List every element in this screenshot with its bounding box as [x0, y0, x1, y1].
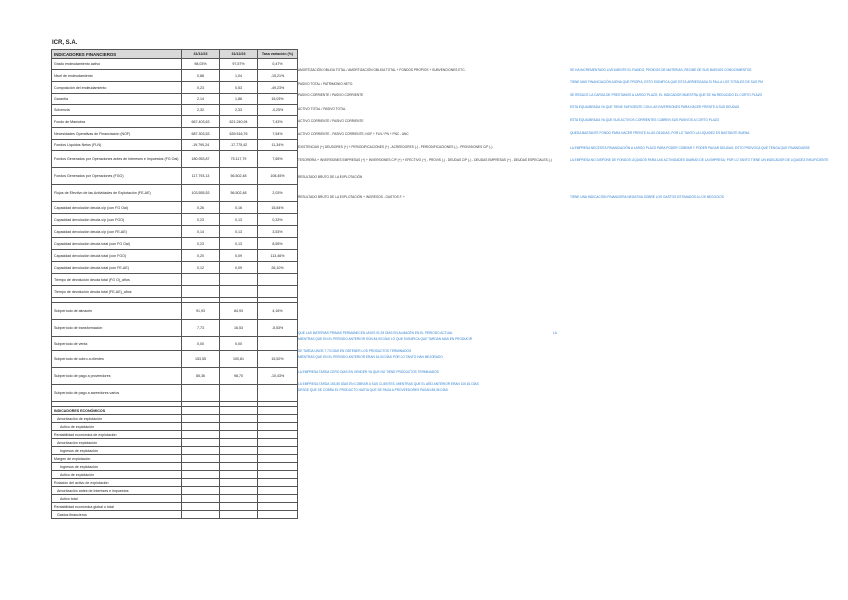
- row-label: Fondos Generados por Operaciones (FGO): [52, 168, 182, 185]
- row-value: 0,20: [182, 250, 220, 262]
- table-row: [52, 455, 298, 463]
- row-value: [182, 274, 220, 286]
- row-value: 0,00: [220, 337, 258, 351]
- row-label: Solvencia: [52, 105, 182, 116]
- row-value: [220, 439, 258, 447]
- row-value: [258, 431, 298, 439]
- table-row: [52, 238, 298, 250]
- table-row: [52, 463, 298, 471]
- row-value: 621.240,94: [220, 116, 258, 128]
- row-value: -17.775,42: [220, 140, 258, 151]
- table-row: [52, 337, 298, 351]
- row-value: 98,70: [220, 368, 258, 385]
- row-value: [182, 511, 220, 519]
- table-row: [52, 286, 298, 298]
- row-value: -15,21%: [258, 70, 298, 82]
- row-value: 56.502,48: [220, 185, 258, 202]
- row-label: Tiempo de devolución deuda total (FE-AE)_años: [52, 286, 182, 298]
- row-value: 16,53: [220, 320, 258, 337]
- period-comment: DESDE QUE SE COBRA EL PRODUCTO HASTA QUE SE PAGA A PROVEEDORES PASAN 85,36 DÍAS: [298, 388, 448, 392]
- row-value: [258, 471, 298, 479]
- row-value: [182, 495, 220, 503]
- period-comment: MIENTRAS QUE EN EL PERIODO ANTERIOR SON 84,93 DÍAS LO QUE SIGNIFICA QUE TARDAN MAS EN PRODUCIR: [298, 337, 473, 341]
- table-row: [52, 471, 298, 479]
- row-value: [220, 471, 258, 479]
- row-label: Grado endeudamiento activo: [52, 59, 182, 70]
- row-value: [220, 511, 258, 519]
- row-value: -5,53%: [258, 320, 298, 337]
- analysis-comment: TIENE MAS FINANCIACIÓN AJENA QUE PROPIA, ESTO SIGNIFICA QUE ESTÁ ARRIESGADA SI FALLA LOS TOTALES DE SUS PM: [570, 80, 763, 84]
- row-value: [220, 495, 258, 503]
- table-row: [52, 140, 298, 151]
- table-row: [52, 447, 298, 455]
- table-row: [52, 151, 298, 168]
- row-label: Capacidad devolución deuda total (con FGO): [52, 250, 182, 262]
- row-value: [220, 423, 258, 431]
- row-label: Necesidades Operativas de Financiación (NOF): [52, 128, 182, 140]
- row-label: Capacidad devolución deuda c/p (con FE-AE): [52, 226, 182, 238]
- formula-note: PASIVO CORRIENTE / PASIVO CORRIENTE: [298, 93, 364, 97]
- row-label: Rotación del activo de explotación: [52, 479, 182, 487]
- row-label: Subperíodo de transformación: [52, 320, 182, 337]
- table-row: [52, 320, 298, 337]
- row-label: Activo de explotación: [52, 423, 182, 431]
- row-value: 0,13: [220, 214, 258, 226]
- period-comment: QUE LAS MATERIAS PRIMAS PERMANECEN UNOS 91,93 DÍAS EN ALMACÉN EN EL PERIODO ACTUAL: [298, 331, 453, 335]
- row-value: 1,04: [220, 70, 258, 82]
- row-label: Amortización antes de intereses e impuestos: [52, 487, 182, 495]
- table-row: [52, 439, 298, 447]
- row-label: Subperíodo de venta: [52, 337, 182, 351]
- row-value: -49,23%: [258, 82, 298, 94]
- table-row: [52, 511, 298, 519]
- table-row: [52, 495, 298, 503]
- table-row: [52, 274, 298, 286]
- row-label: Activo de explotación: [52, 471, 182, 479]
- row-value: [220, 479, 258, 487]
- row-value: 0,88: [182, 70, 220, 82]
- row-value: 0,00: [182, 337, 220, 351]
- row-value: 7,73: [182, 320, 220, 337]
- table-row: [52, 168, 298, 185]
- table-row: [52, 82, 298, 94]
- row-value: 91,93: [182, 303, 220, 320]
- table-row: [52, 368, 298, 385]
- row-value: 84,93: [220, 303, 258, 320]
- row-label: Ingresos de explotación: [52, 447, 182, 455]
- row-value: [220, 487, 258, 495]
- row-value: [258, 274, 298, 286]
- row-value: 11,34%: [258, 140, 298, 151]
- row-value: [182, 385, 220, 402]
- row-value: 98,03%: [182, 59, 220, 70]
- row-value: [220, 463, 258, 471]
- row-value: 117.793,13: [182, 168, 220, 185]
- formula-note: EXISTENCIAS (+) DEUDORES (+) + PERIODIFICACIONES (+) - ACREEDORES (-) - PERIODIFICACIONES (-) - PROVISIONES C/P (-): [298, 145, 493, 149]
- row-value: 0,53: [220, 82, 258, 94]
- row-value: 15,03%: [258, 94, 298, 105]
- table-body: [52, 59, 298, 519]
- row-label: Rentabilidad económica global o total: [52, 503, 182, 511]
- row-value: 0,13: [220, 238, 258, 250]
- row-value: 0,12: [182, 262, 220, 274]
- row-value: 2,32: [182, 105, 220, 116]
- row-value: 0,16: [220, 202, 258, 214]
- row-value: [182, 439, 220, 447]
- row-value: 0,13: [220, 226, 258, 238]
- table-row: [52, 479, 298, 487]
- row-value: [220, 455, 258, 463]
- row-value: 97,57%: [220, 59, 258, 70]
- table-row: [52, 214, 298, 226]
- row-value: 7,65%: [258, 151, 298, 168]
- row-label: INDICADORES ECONÓMICOS: [52, 407, 182, 415]
- row-label: Garantía: [52, 94, 182, 105]
- row-label: Activo total: [52, 495, 182, 503]
- row-value: 85,36: [182, 368, 220, 385]
- row-value: [182, 286, 220, 298]
- row-value: 0,09: [220, 262, 258, 274]
- row-label: Subperíodo de cobro a clientes: [52, 351, 182, 368]
- row-value: [258, 495, 298, 503]
- row-value: 56.502,48: [220, 168, 258, 185]
- row-value: [258, 503, 298, 511]
- row-value: [258, 407, 298, 415]
- header-indicators: INDICADORES FINANCIEROS: [52, 50, 182, 59]
- row-value: 113,46%: [258, 250, 298, 262]
- table-row: [52, 351, 298, 368]
- row-value: [182, 455, 220, 463]
- table-row: [52, 262, 298, 274]
- row-value: [182, 471, 220, 479]
- row-value: [258, 423, 298, 431]
- formula-note: AMORTIZACIÓN OBLIGA TOTAL / AMORTIZACIÓN OBLIGA TOTAL + FONDOS PROPIOS + SUBVENCIONES ETC.: [298, 68, 466, 72]
- table-header-row: [52, 50, 298, 59]
- formula-note: RESULTADO BRUTO DE LA EXPLOTACIÓN: [298, 175, 363, 179]
- row-value: [182, 487, 220, 495]
- table-row: [52, 226, 298, 238]
- row-value: 687.303,53: [182, 128, 220, 140]
- row-value: [220, 274, 258, 286]
- table-row: [52, 128, 298, 140]
- row-label: Subperíodo de pago a proveedores: [52, 368, 182, 385]
- row-value: [182, 431, 220, 439]
- period-comment: LA EMPRESA TARDA 153,55 DÍAS EN COBRAR A SUS CLIENTES, MIENTRAS QUE EL AÑO ANTERIOR ERAN 100,81 DÍAS: [298, 382, 479, 386]
- row-value: [258, 337, 298, 351]
- row-value: [182, 415, 220, 423]
- table-row: [52, 59, 298, 70]
- row-value: [220, 431, 258, 439]
- row-value: [182, 479, 220, 487]
- row-value: [258, 385, 298, 402]
- row-label: Capacidad devolución deuda total (con FG Oai): [52, 238, 182, 250]
- row-value: [220, 503, 258, 511]
- row-label: Flujos de Efectivo de las Actividades de Explotación (FE-AE): [52, 185, 182, 202]
- row-label: Fondos Generados por Operaciones antes de Intereses e Impuestos (FG Oai): [52, 151, 182, 168]
- row-value: 0,33%: [258, 214, 298, 226]
- row-value: 75.117,79: [220, 151, 258, 168]
- analysis-comment: SE REDUCE LA CARGA DE PRESTAMOS A LARGO PLAZO; EL INDICADOR MUESTRA QUE SE HA REDUCIDO EL CORTO PLAZO: [570, 93, 763, 97]
- row-label: Fondos Líquidos Netos (FLN): [52, 140, 182, 151]
- row-value: [182, 503, 220, 511]
- row-value: 639.516,76: [220, 128, 258, 140]
- formula-note: TESORERÍA + INVERSIONES EMPRESAS (+) + INVERSIONES C/P (+) + EFECTIVO (+) - PROVIS (-) - DEUDAS C/P (-) - DEUDAS EMPRESAS (+) - DEUDAS ESPECIALES (-): [298, 158, 552, 162]
- row-label: Subperíodo de pago a acreedores varios: [52, 385, 182, 402]
- row-value: [182, 447, 220, 455]
- row-label: Composición del endeudamiento: [52, 82, 182, 94]
- row-value: 103.555,53: [182, 185, 220, 202]
- row-value: [220, 286, 258, 298]
- analysis-comment: ESTA EQUILIBRADA YA QUE TIENE SUFICIENTE CON LAS INVERSIONES PARA HACER FRENTE A SUS DEUDAS: [570, 105, 740, 109]
- row-label: Subperíodo de almacén: [52, 303, 182, 320]
- row-value: 1,86: [220, 94, 258, 105]
- row-value: [258, 447, 298, 455]
- row-value: 2,33: [220, 105, 258, 116]
- company-name: ICR, S.A.: [52, 40, 78, 46]
- row-label: Tiempo de devolución deuda total (FG O)_años: [52, 274, 182, 286]
- row-value: 667.403,63: [182, 116, 220, 128]
- row-value: 4,16%: [258, 303, 298, 320]
- period-comment: LA EMPRESA TARDA CERO DÍAS EN VENDER YA QUE NO TIENE PRODUCTOS TERMINADOS: [298, 370, 439, 374]
- header-variation: Tasa variación (%): [258, 50, 298, 59]
- row-value: [258, 415, 298, 423]
- table-row: [52, 415, 298, 423]
- row-label: Nivel de endeudamiento: [52, 70, 182, 82]
- row-value: 15,52%: [258, 351, 298, 368]
- row-label: Rentabilidad económica de explotación: [52, 431, 182, 439]
- row-value: [220, 385, 258, 402]
- row-value: 26,10%: [258, 262, 298, 274]
- table-row: [52, 423, 298, 431]
- row-label: Capacidad devolución deuda total (con FE-AE): [52, 262, 182, 274]
- table-row: [52, 94, 298, 105]
- formula-note: ACTIVO TOTAL / PASIVO TOTAL: [298, 107, 346, 111]
- row-value: 108,45%: [258, 168, 298, 185]
- row-value: 2,03%: [258, 185, 298, 202]
- stray-mark: LA: [553, 331, 557, 335]
- row-label: Amortización explotación: [52, 439, 182, 447]
- formula-note: RESULTADO BRUTO DE LA EXPLOTACIÓN + INGRESOS - GASTOS F. +: [298, 195, 405, 199]
- row-value: 15,84%: [258, 202, 298, 214]
- row-value: 180.953,87: [182, 151, 220, 168]
- row-value: [220, 415, 258, 423]
- formula-note: ACTIVO CORRIENTE - PASIVO CORRIENTE; NOF + FLN / PN + PNC - ANC: [298, 132, 409, 136]
- row-value: [258, 487, 298, 495]
- row-value: 8,55%: [258, 238, 298, 250]
- row-value: 7,54%: [258, 128, 298, 140]
- row-value: [258, 479, 298, 487]
- row-label: Capacidad devolución deuda c/p (con FG Oai): [52, 202, 182, 214]
- row-label: Amortización de explotación: [52, 415, 182, 423]
- row-label: Margen de explotación: [52, 455, 182, 463]
- row-value: -19.790,24: [182, 140, 220, 151]
- row-label: Ingresos de explotación: [52, 463, 182, 471]
- table-row: [52, 116, 298, 128]
- formula-note: ACTIVO CORRIENTE / PASIVO CORRIENTE: [298, 119, 364, 123]
- row-value: -10,43%: [258, 368, 298, 385]
- row-value: [258, 463, 298, 471]
- row-value: 153,55: [182, 351, 220, 368]
- header-period-2: 31/12/23: [220, 50, 258, 59]
- row-value: 2,14: [182, 94, 220, 105]
- row-value: 0,14: [182, 226, 220, 238]
- row-label: Gastos financieros: [52, 511, 182, 519]
- analysis-comment: ESTA EQUILIBRADA YA QUE SUS ACTIVOS CORRIENTES CUBREN SUS PASIVOS A CORTO PLAZO: [570, 118, 720, 122]
- table-row: [52, 250, 298, 262]
- row-value: [258, 286, 298, 298]
- analysis-comment: LA EMPRESA NECESITA FINANCIACIÓN A LARGO PLAZO PARA PODER COBRAR Y PODER PAGAR DEUDAS, ESTO PROVOCA QUE TENGA QUE FINANCIARSE: [570, 146, 810, 150]
- row-value: [182, 423, 220, 431]
- table-row: [52, 385, 298, 402]
- row-value: [258, 455, 298, 463]
- financial-indicators-table: [51, 49, 298, 519]
- row-value: 0,09: [220, 250, 258, 262]
- row-value: -0,25%: [258, 105, 298, 116]
- row-value: 3,53%: [258, 226, 298, 238]
- row-value: [220, 407, 258, 415]
- row-value: [258, 439, 298, 447]
- table-row: [52, 431, 298, 439]
- row-value: [182, 407, 220, 415]
- row-value: 7,43%: [258, 116, 298, 128]
- row-value: 0,23: [182, 82, 220, 94]
- row-value: [220, 447, 258, 455]
- table-row: [52, 70, 298, 82]
- table-row: [52, 407, 298, 415]
- row-value: 100,81: [220, 351, 258, 368]
- table-row: [52, 303, 298, 320]
- analysis-comment: TIENE UNA INDICACIÓN FINANCIERA NEGATIVA SOBRE LOS GASTOS ESTIMADOS A LOS NEGOCIOS: [570, 195, 724, 199]
- row-value: [258, 511, 298, 519]
- analysis-comment: QUEDA BASTANTE FONDO PARA HACER FRENTE A LAS DEUDAS, POR LO TANTO LA LIQUIDEZ ES BASTANTE BUENA: [570, 131, 750, 135]
- table-row: [52, 185, 298, 202]
- row-label: Capacidad devolución deuda c/p (con FGO): [52, 214, 182, 226]
- table-row: [52, 105, 298, 116]
- analysis-comment: SE HA INCREMENTADO LIVELMENTE EL FIANDO, PEDIDOS DE MATERIAS, RECIBE DE SUS BUENOS CONOCIMIENTOS: [570, 68, 752, 72]
- row-value: 0,47%: [258, 59, 298, 70]
- row-value: 0,23: [182, 238, 220, 250]
- period-comment: SE TARDA UNOS 7,73 DÍAS EN OBTENER LOS PRODUCTOS TERMINADOS: [298, 349, 412, 353]
- period-comment: MIENTRAS QUE EN EL PERIODO ANTERIOR ERAN 16,53 DÍAS POR LO TANTO HAN MEJORADO: [298, 355, 443, 359]
- row-label: Fondo de Maniobra: [52, 116, 182, 128]
- row-value: 0,26: [182, 202, 220, 214]
- row-value: [182, 463, 220, 471]
- table-row: [52, 202, 298, 214]
- analysis-comment: LA EMPRESA NO DISPONE DE FONDOS LÍQUIDOS PARA LAS ACTIVIDADES DIARIAS DE LA EMPRESA; POR LO TANTO TIENE UN INDICADOR DE LIQUIDEZ INSUFICIENTE: [570, 158, 829, 162]
- row-value: 0,23: [182, 214, 220, 226]
- table-row: [52, 503, 298, 511]
- formula-note: PASIVO TOTAL / PATRIMONIO NETO: [298, 82, 353, 86]
- header-period-1: 31/12/23: [182, 50, 220, 59]
- table-row: [52, 487, 298, 495]
